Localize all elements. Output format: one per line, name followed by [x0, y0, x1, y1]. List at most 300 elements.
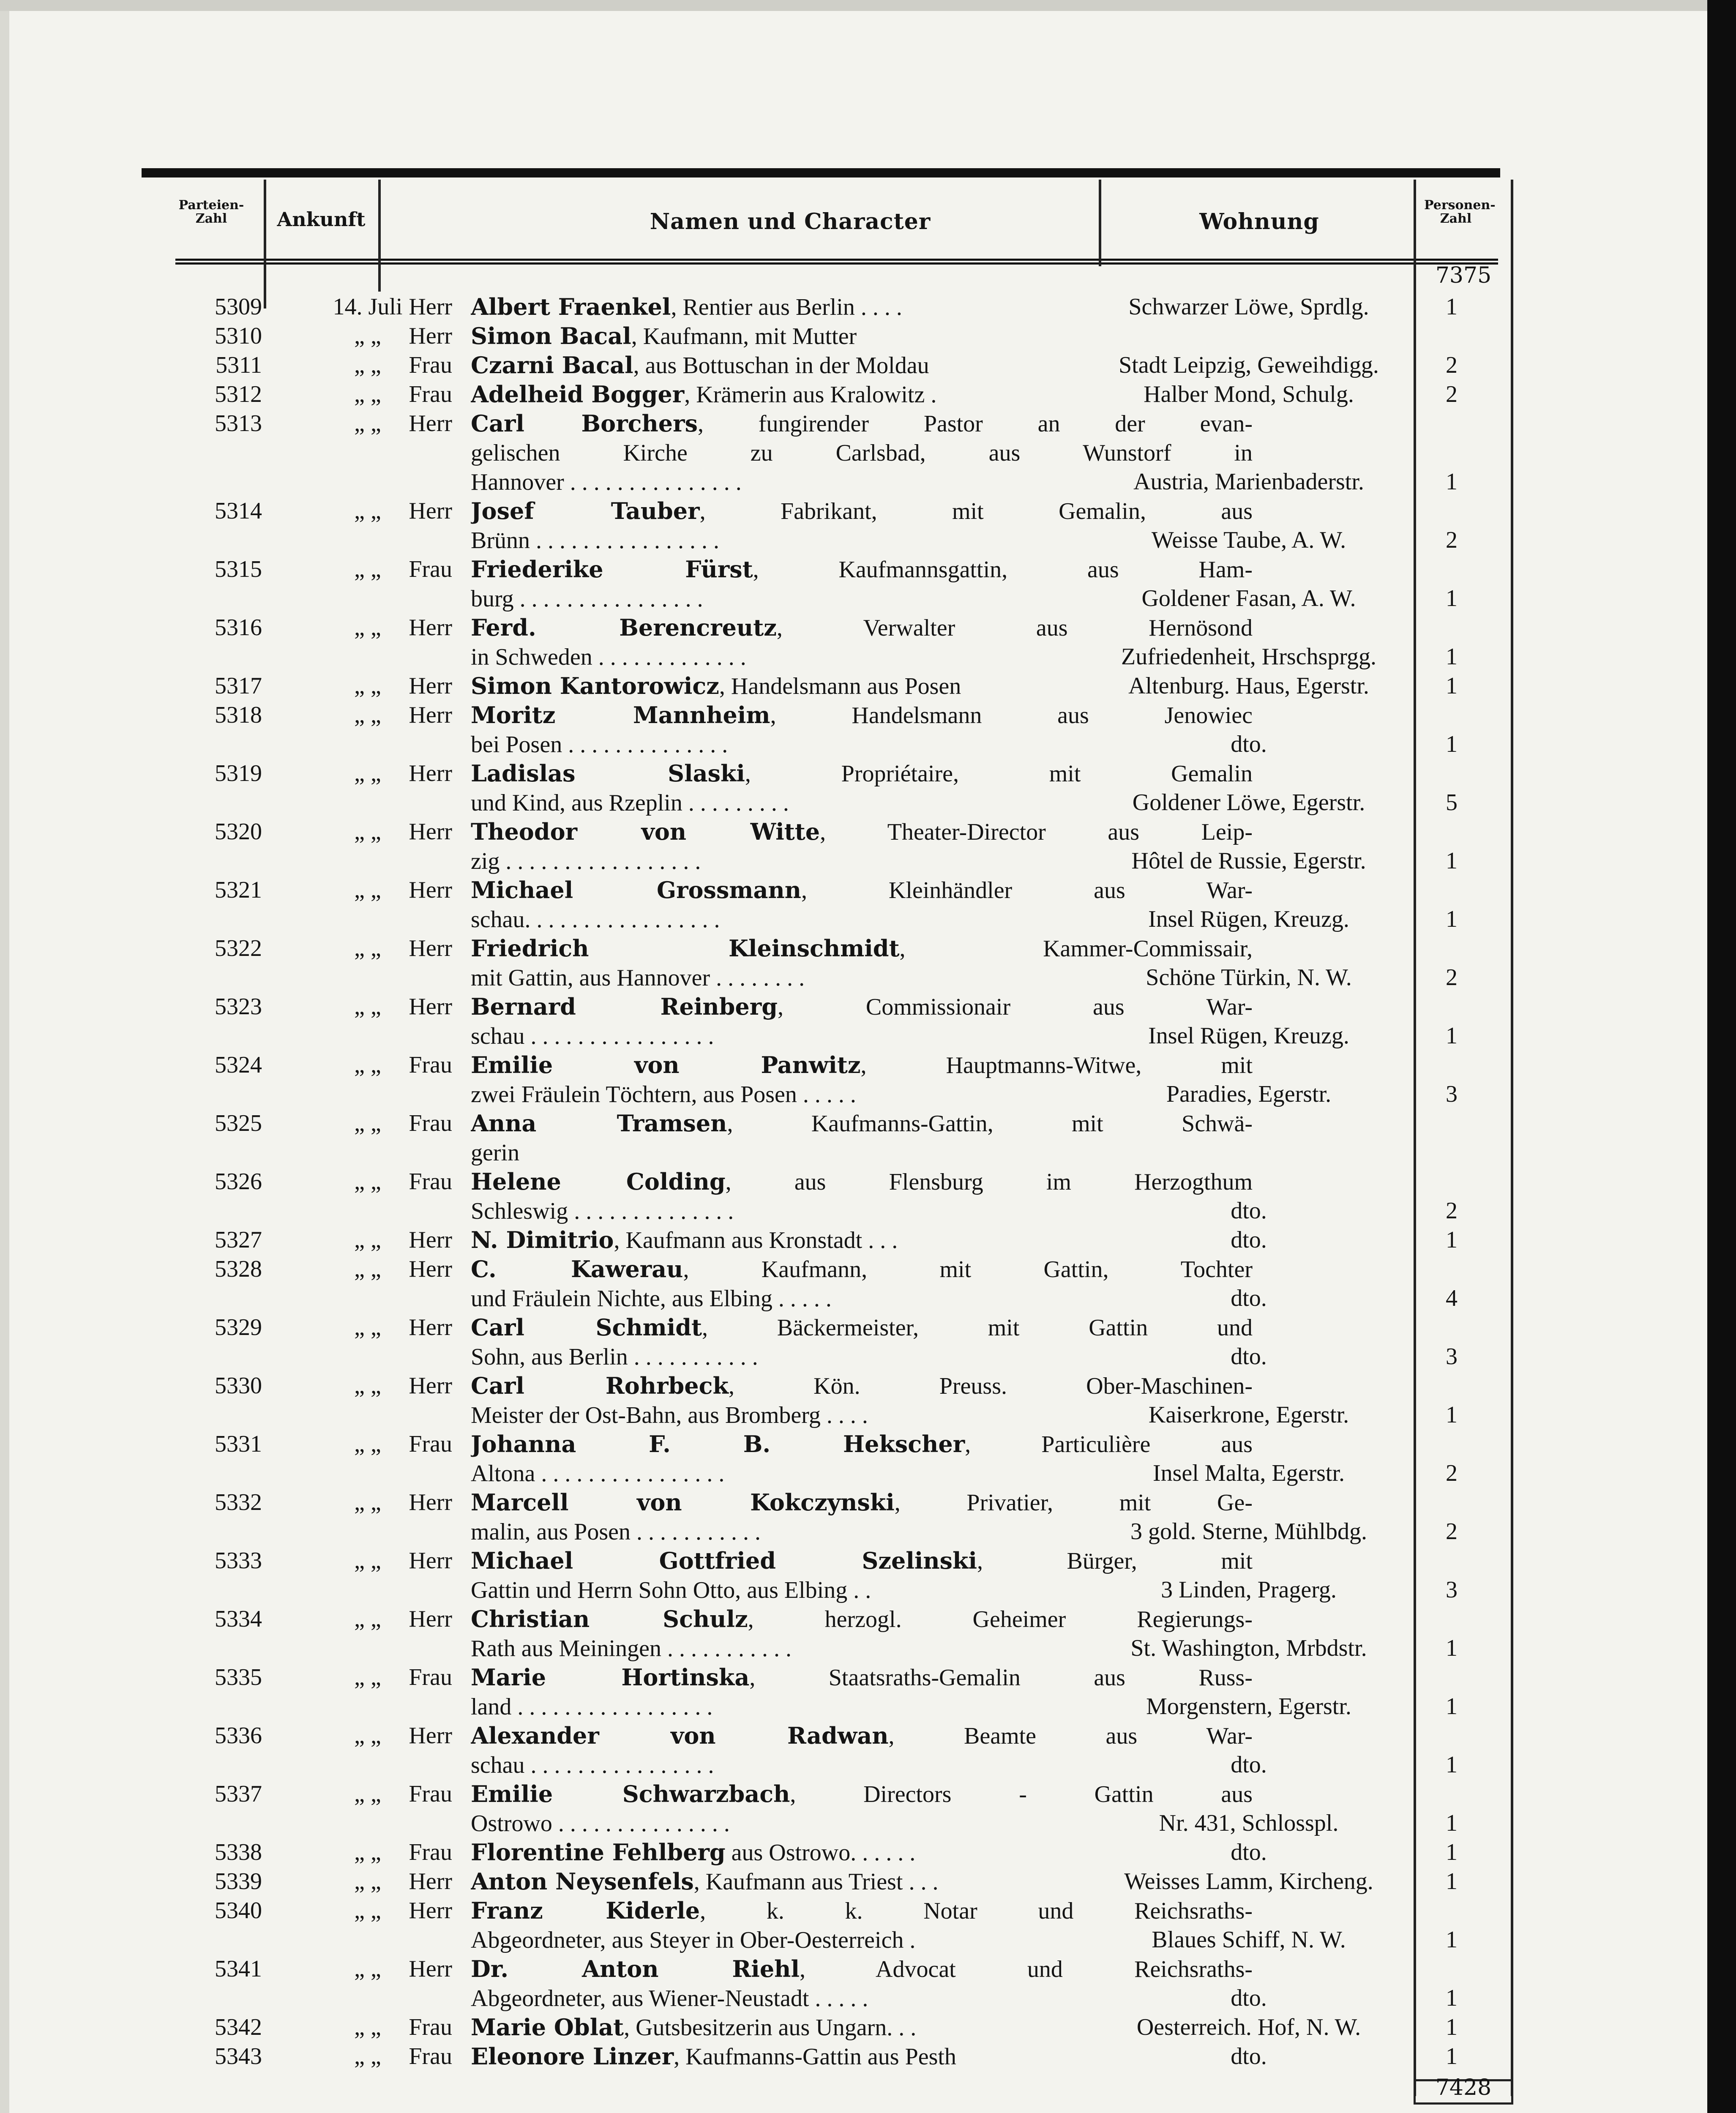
person-count: 1: [1446, 1635, 1458, 1661]
honorific: Frau: [409, 1052, 452, 1078]
party-number: 5340: [215, 1897, 262, 1924]
party-number: 5320: [215, 819, 262, 845]
page-edge-left: [0, 0, 9, 2113]
arrival-date: „ „: [354, 819, 381, 845]
honorific: Herr: [409, 1548, 452, 1574]
header-arrival: Ankunft: [277, 208, 366, 231]
description-text: , Bäckermeister, mit Gattin und: [702, 1315, 1253, 1341]
person-count: 2: [1446, 964, 1458, 991]
description-text: , aus Bottuschan in der Moldau: [633, 352, 929, 379]
party-number: 5310: [215, 323, 262, 349]
honorific: Herr: [409, 1227, 452, 1253]
description-text: schau . . . . . . . . . . . . . . . .: [471, 1752, 714, 1778]
residence: dto.: [1231, 731, 1267, 757]
description-text: , Directors - Gattin aus: [790, 1781, 1253, 1807]
description-text: , Theater-Director aus Leip-: [820, 819, 1253, 845]
description-text: , aus Flensburg im Herzogthum: [725, 1169, 1253, 1195]
honorific: Herr: [409, 877, 452, 903]
party-number: 5321: [215, 877, 262, 903]
person-count: 1: [1446, 1023, 1458, 1049]
guest-name: Emilie Schwarzbach: [471, 1780, 790, 1807]
description-text: , Kammer-Commissair,: [899, 936, 1253, 962]
party-number: 5328: [215, 1256, 262, 1282]
header-rule: [175, 259, 1498, 265]
honorific: Herr: [409, 1868, 452, 1895]
column-divider: [264, 180, 266, 266]
residence: Weisses Lamm, Kircheng.: [1124, 1868, 1373, 1895]
description-text: , Kön. Preuss. Ober-Maschinen-: [728, 1373, 1253, 1399]
arrival-date: „ „: [354, 1664, 381, 1690]
residence: Goldener Löwe, Egerstr.: [1132, 789, 1365, 816]
residence: dto.: [1231, 1227, 1267, 1253]
arrival-date: 14. Juli: [333, 294, 403, 320]
honorific: Herr: [409, 935, 452, 961]
party-number: 5326: [215, 1168, 262, 1195]
description-line: [471, 1605, 1253, 1634]
arrival-date: „ „: [354, 1110, 381, 1136]
party-number: 5330: [215, 1373, 262, 1399]
column-divider: [1414, 180, 1416, 266]
party-number: 5343: [215, 2043, 262, 2069]
arrival-date: „ „: [354, 1606, 381, 1632]
description-line: [471, 1721, 1253, 1751]
arrival-date: „ „: [354, 935, 381, 961]
description-line: [471, 992, 1253, 1022]
guest-name: Alexander von Radwan: [471, 1722, 889, 1749]
person-count: 1: [1446, 2014, 1458, 2040]
party-number: 5342: [215, 2014, 262, 2040]
honorific: Herr: [409, 1956, 452, 1982]
residence: Schwarzer Löwe, Sprdlg.: [1128, 294, 1369, 320]
arrival-date: „ „: [354, 1868, 381, 1895]
description-line: [471, 613, 1253, 643]
residence: 3 gold. Sterne, Mühlbdg.: [1130, 1518, 1367, 1545]
description-line: [471, 1955, 1253, 1984]
description-line: [471, 1430, 1253, 1459]
residence: Stadt Leipzig, Geweihdigg.: [1119, 352, 1379, 378]
description-text: burg . . . . . . . . . . . . . . . .: [471, 586, 703, 612]
arrival-date: „ „: [354, 1548, 381, 1574]
description-text: , Particulière aus: [965, 1431, 1253, 1458]
person-count: 3: [1446, 1577, 1458, 1603]
description-text: , Kaufmann aus Kronstadt . . .: [614, 1227, 898, 1253]
arrival-date: „ „: [354, 352, 381, 378]
residence: dto.: [1231, 1285, 1267, 1311]
honorific: Frau: [409, 2043, 452, 2069]
description-text: , k. k. Notar und Reichsraths-: [700, 1898, 1253, 1924]
description-line: [471, 1138, 1253, 1168]
description-text: , Kaufmannsgattin, aus Ham-: [753, 557, 1253, 583]
party-number: 5327: [215, 1227, 262, 1253]
description-text: aus Ostrowo. . . . . .: [725, 1840, 916, 1866]
guest-name: Simon Kantorowicz: [471, 672, 719, 699]
guest-name: Carl Rohrbeck: [471, 1372, 729, 1399]
residence: Schöne Türkin, N. W.: [1146, 964, 1352, 991]
description-text: in Schweden . . . . . . . . . . . . .: [471, 644, 746, 670]
person-count: 1: [1446, 469, 1458, 495]
guest-name: Michael Grossmann: [471, 876, 801, 904]
guest-name: Theodor von Witte: [471, 818, 820, 845]
entry-description: [471, 322, 1253, 351]
honorific: Frau: [409, 1168, 452, 1195]
honorific: Frau: [409, 1839, 452, 1865]
column-divider: [1414, 266, 1416, 2096]
arrival-date: „ „: [354, 1431, 381, 1457]
column-divider: [1099, 180, 1101, 266]
honorific: Herr: [409, 1314, 452, 1340]
description-line: [471, 1371, 1253, 1401]
honorific: Frau: [409, 1781, 452, 1807]
party-number: 5318: [215, 702, 262, 728]
residence: Oesterreich. Hof, N. W.: [1136, 2014, 1361, 2040]
person-count: 1: [1446, 585, 1458, 612]
description-text: Rath aus Meiningen . . . . . . . . . . .: [471, 1635, 792, 1662]
guest-name: Michael Gottfried Szelinski: [471, 1547, 977, 1574]
description-text: , herzogl. Geheimer Regierungs-: [748, 1606, 1253, 1633]
description-line: [471, 1255, 1253, 1284]
arrival-date: „ „: [354, 1373, 381, 1399]
description-text: , Kaufmanns-Gattin, mit Schwä-: [727, 1111, 1253, 1137]
residence: Weisse Taube, A. W.: [1151, 527, 1346, 553]
description-text: Abgeordneter, aus Wiener-Neustadt . . . . .: [471, 1985, 868, 2012]
header-residence: Wohnung: [1199, 209, 1319, 235]
guest-name: Carl Schmidt: [471, 1314, 702, 1341]
residence: Goldener Fasan, A. W.: [1141, 585, 1356, 612]
honorific: Herr: [409, 1723, 452, 1749]
arrival-date: „ „: [354, 1227, 381, 1253]
arrival-date: „ „: [354, 1256, 381, 1282]
description-text: Altona . . . . . . . . . . . . . . . .: [471, 1461, 725, 1487]
person-count: 1: [1446, 906, 1458, 932]
residence: Austria, Marienbaderstr.: [1133, 469, 1364, 495]
description-line: [471, 409, 1253, 439]
description-text: , Bürger, mit: [977, 1548, 1253, 1574]
party-number: 5316: [215, 614, 262, 641]
description-text: zwei Fräulein Töchtern, aus Posen . . . . .: [471, 1081, 856, 1108]
honorific: Herr: [409, 323, 452, 349]
residence: Zufriedenheit, Hrschsprgg.: [1121, 644, 1376, 670]
description-text: zig . . . . . . . . . . . . . . . . .: [471, 848, 701, 874]
description-text: , Advocat und Reichsraths-: [799, 1956, 1253, 1982]
guest-name: Franz Kiderle: [471, 1897, 700, 1924]
description-text: , Commissionair aus War-: [777, 994, 1253, 1020]
residence: dto.: [1231, 1985, 1267, 2011]
description-text: mit Gattin, aus Hannover . . . . . . . .: [471, 965, 805, 991]
residence: Morgenstern, Egerstr.: [1146, 1693, 1351, 1720]
description-text: , Privatier, mit Ge-: [894, 1490, 1253, 1516]
description-text: , Krämerin aus Kralowitz .: [684, 382, 937, 408]
residence: Nr. 431, Schlosspl.: [1159, 1810, 1339, 1836]
guest-name: Anton Neysenfels: [471, 1868, 694, 1895]
party-number: 5338: [215, 1839, 262, 1865]
guest-name: Bernard Reinberg: [471, 993, 778, 1020]
description-line: [471, 322, 1253, 351]
person-count: 1: [1446, 1868, 1458, 1895]
person-count: 1: [1446, 731, 1458, 757]
residence: Insel Rügen, Kreuzg.: [1148, 906, 1349, 932]
party-number: 5333: [215, 1548, 262, 1574]
description-text: , Fabrikant, mit Gemalin, aus: [699, 498, 1253, 524]
guest-name: Friederike Fürst: [471, 556, 753, 583]
arrival-date: „ „: [354, 614, 381, 641]
party-number: 5331: [215, 1431, 262, 1457]
arrival-date: „ „: [354, 1168, 381, 1195]
residence: dto.: [1231, 2043, 1267, 2069]
description-line: [471, 934, 1253, 964]
guest-name: Marie Oblat: [471, 2014, 624, 2041]
residence: 3 Linden, Pragerg.: [1161, 1577, 1337, 1603]
residence: dto.: [1231, 1839, 1267, 1865]
guest-name: Czarni Bacal: [471, 352, 633, 379]
person-count: 1: [1446, 1693, 1458, 1720]
residence: Halber Mond, Schulg.: [1144, 381, 1354, 407]
guest-name: Josef Tauber: [471, 497, 700, 524]
honorific: Frau: [409, 1664, 452, 1690]
honorific: Herr: [409, 1897, 452, 1924]
guest-name: Marcell von Kokczynski: [471, 1489, 895, 1516]
description-text: Abgeordneter, aus Steyer in Ober-Oesterreich .: [471, 1927, 916, 1953]
person-count: 4: [1446, 1285, 1458, 1311]
party-number: 5312: [215, 381, 262, 407]
description-text: , Kaufmann, mit Gattin, Tochter: [683, 1256, 1253, 1283]
guest-name: Adelheid Bogger: [471, 381, 685, 408]
residence: dto.: [1231, 1343, 1267, 1370]
description-text: , Kaufmann, mit Mutter: [631, 323, 857, 349]
honorific: Frau: [409, 1431, 452, 1457]
arrival-date: „ „: [354, 410, 381, 437]
header-name-character: Namen und Character: [650, 209, 931, 235]
description-text: , Beamte aus War-: [888, 1723, 1253, 1749]
final-total: 7428: [1435, 2075, 1492, 2100]
honorific: Herr: [409, 819, 452, 845]
honorific: Herr: [409, 1256, 452, 1282]
description-text: bei Posen . . . . . . . . . . . . . .: [471, 732, 728, 758]
description-text: gelischen Kirche zu Carlsbad, aus Wunstorf in: [471, 440, 1253, 466]
guest-name: Ladislas Slaski: [471, 760, 745, 787]
description-line: [471, 817, 1253, 847]
description-text: Gattin und Herrn Sohn Otto, aus Elbing . .: [471, 1577, 871, 1603]
person-count: 3: [1446, 1343, 1458, 1370]
description-text: , Kaufmann aus Triest . . .: [693, 1869, 939, 1895]
person-count: 1: [1446, 848, 1458, 874]
arrival-date: „ „: [354, 702, 381, 728]
honorific: Herr: [409, 614, 452, 641]
arrival-date: „ „: [354, 877, 381, 903]
description-text: Meister der Ost-Bahn, aus Bromberg . . . .: [471, 1402, 868, 1428]
description-line: [471, 1051, 1253, 1080]
description-line: [471, 1780, 1253, 1809]
person-count: 1: [1446, 294, 1458, 320]
honorific: Herr: [409, 673, 452, 699]
party-number: 5315: [215, 556, 262, 582]
guest-name: Johanna F. B. Hekscher: [471, 1431, 965, 1458]
description-line: [471, 555, 1253, 584]
party-number: 5337: [215, 1781, 262, 1807]
arrival-date: „ „: [354, 2014, 381, 2040]
description-text: schau. . . . . . . . . . . . . . . . .: [471, 906, 720, 933]
honorific: Frau: [409, 556, 452, 582]
arrival-date: „ „: [354, 381, 381, 407]
description-text: , Hauptmanns-Witwe, mit: [860, 1052, 1253, 1078]
header-party-number: Parteien-Zahl: [178, 198, 244, 226]
person-count: 1: [1446, 673, 1458, 699]
description-text: und Kind, aus Rzeplin . . . . . . . . .: [471, 790, 789, 816]
arrival-date: „ „: [354, 556, 381, 582]
guest-name: Simon Bacal: [471, 322, 631, 349]
description-text: , Handelsmann aus Posen: [719, 673, 961, 699]
honorific: Herr: [409, 294, 452, 320]
top-rule: [142, 168, 1500, 177]
description-line: [471, 1488, 1253, 1518]
column-divider: [378, 180, 381, 266]
description-line: [471, 1109, 1253, 1138]
residence: Insel Malta, Egerstr.: [1152, 1460, 1345, 1486]
party-number: 5319: [215, 760, 262, 786]
arrival-date: „ „: [354, 1839, 381, 1865]
person-count: 1: [1446, 644, 1458, 670]
party-number: 5325: [215, 1110, 262, 1136]
description-text: , Handelsmann aus Jenowiec: [770, 702, 1253, 729]
guest-name: Emilie von Panwitz: [471, 1051, 861, 1078]
honorific: Herr: [409, 1489, 452, 1515]
person-count: 2: [1446, 1198, 1458, 1224]
person-count: 1: [1446, 1402, 1458, 1428]
party-number: 5334: [215, 1606, 262, 1632]
person-count: 2: [1446, 352, 1458, 378]
residence: Paradies, Egerstr.: [1166, 1081, 1332, 1107]
arrival-date: „ „: [354, 2043, 381, 2069]
party-number: 5317: [215, 673, 262, 699]
guest-name: N. Dimitrio: [471, 1226, 614, 1253]
residence: dto.: [1231, 1752, 1267, 1778]
person-count: 1: [1446, 1227, 1458, 1253]
residence: Altenburg. Haus, Egerstr.: [1128, 673, 1369, 699]
honorific: Frau: [409, 381, 452, 407]
honorific: Herr: [409, 1373, 452, 1399]
party-number: 5332: [215, 1489, 262, 1515]
person-count: 2: [1446, 1518, 1458, 1545]
guest-name: Albert Fraenkel: [471, 293, 671, 320]
honorific: Frau: [409, 1110, 452, 1136]
description-text: , Kaufmanns-Gattin aus Pesth: [674, 2044, 956, 2070]
person-count: 1: [1446, 1810, 1458, 1836]
description-text: Schleswig . . . . . . . . . . . . . .: [471, 1198, 734, 1224]
person-count: 1: [1446, 1985, 1458, 2011]
honorific: Herr: [409, 702, 452, 728]
guest-name: Marie Hortinska: [471, 1664, 750, 1691]
person-count: 1: [1446, 1927, 1458, 1953]
description-line: [471, 1546, 1253, 1576]
guest-name: Moritz Mannheim: [471, 702, 770, 729]
person-count: 5: [1446, 789, 1458, 816]
guest-name: Helene Colding: [471, 1168, 726, 1195]
residence: Blaues Schiff, N. W.: [1152, 1927, 1346, 1953]
description-text: Brünn . . . . . . . . . . . . . . . .: [471, 527, 719, 554]
description-text: Sohn, aus Berlin . . . . . . . . . . .: [471, 1344, 758, 1370]
column-divider: [1511, 266, 1513, 2096]
party-number: 5311: [216, 352, 262, 378]
description-text: , Propriétaire, mit Gemalin: [745, 761, 1253, 787]
residence: Hôtel de Russie, Egerstr.: [1131, 848, 1366, 874]
description-text: , Verwalter aus Hernösond: [776, 615, 1253, 641]
person-count: 1: [1446, 2043, 1458, 2069]
page-edge-right: [1707, 0, 1736, 2113]
person-count: 1: [1446, 1752, 1458, 1778]
description-text: gerin: [471, 1140, 520, 1166]
description-text: und Fräulein Nichte, aus Elbing . . . . .: [471, 1286, 832, 1312]
guest-name: Friedrich Kleinschmidt: [471, 935, 900, 962]
party-number: 5324: [215, 1052, 262, 1078]
honorific: Frau: [409, 352, 452, 378]
guest-name: Dr. Anton Riehl: [471, 1955, 800, 1982]
header-person-count: Personen-Zahl: [1424, 198, 1496, 226]
description-line: [471, 1896, 1253, 1926]
arrival-date: „ „: [354, 673, 381, 699]
honorific: Herr: [409, 994, 452, 1020]
party-number: 5322: [215, 935, 262, 961]
description-text: , Kleinhändler aus War-: [801, 877, 1253, 904]
guest-name: Ferd. Berencreutz: [471, 614, 777, 641]
party-number: 5314: [215, 498, 262, 524]
party-number: 5309: [215, 294, 262, 320]
residence: St. Washington, Mrbdstr.: [1130, 1635, 1367, 1661]
description-text: land . . . . . . . . . . . . . . . . .: [471, 1694, 713, 1720]
description-text: , fungirender Pastor an der evan-: [698, 411, 1253, 437]
arrival-date: „ „: [354, 323, 381, 349]
person-count: 2: [1446, 1460, 1458, 1486]
arrival-date: „ „: [354, 994, 381, 1020]
arrival-date: „ „: [354, 1956, 381, 1982]
party-number: 5323: [215, 994, 262, 1020]
arrival-date: „ „: [354, 498, 381, 524]
honorific: Herr: [409, 410, 452, 437]
person-count: 2: [1446, 381, 1458, 407]
guest-name: Carl Borchers: [471, 410, 698, 437]
arrival-date: „ „: [354, 1489, 381, 1515]
carried-total: 7375: [1435, 263, 1492, 288]
column-divider: [378, 266, 381, 292]
column-divider: [1511, 180, 1513, 266]
residence: Insel Rügen, Kreuzg.: [1148, 1023, 1349, 1049]
description-line: [471, 701, 1253, 730]
residence: Kaiserkrone, Egerstr.: [1148, 1402, 1349, 1428]
honorific: Herr: [409, 1606, 452, 1632]
description-text: , Rentier aus Berlin . . . .: [671, 294, 902, 320]
guest-name: Anna Tramsen: [471, 1110, 727, 1137]
description-line: [471, 876, 1253, 905]
description-text: , Gutsbesitzerin aus Ungarn. . .: [624, 2015, 917, 2041]
arrival-date: „ „: [354, 1723, 381, 1749]
description-line: [471, 1663, 1253, 1693]
party-number: 5341: [215, 1956, 262, 1982]
honorific: Frau: [409, 2014, 452, 2040]
description-text: schau . . . . . . . . . . . . . . . .: [471, 1023, 714, 1049]
party-number: 5336: [215, 1723, 262, 1749]
honorific: Herr: [409, 760, 452, 786]
arrival-date: „ „: [354, 1052, 381, 1078]
description-text: Hannover . . . . . . . . . . . . . . .: [471, 469, 742, 495]
residence: dto.: [1231, 1198, 1267, 1224]
description-line: [471, 497, 1253, 526]
person-count: 3: [1446, 1081, 1458, 1107]
party-number: 5339: [215, 1868, 262, 1895]
guest-name: Eleonore Linzer: [471, 2043, 674, 2070]
arrival-date: „ „: [354, 1897, 381, 1924]
person-count: 1: [1446, 1839, 1458, 1865]
description-text: Ostrowo . . . . . . . . . . . . . . .: [471, 1810, 730, 1837]
description-line: [471, 439, 1253, 468]
honorific: Herr: [409, 498, 452, 524]
